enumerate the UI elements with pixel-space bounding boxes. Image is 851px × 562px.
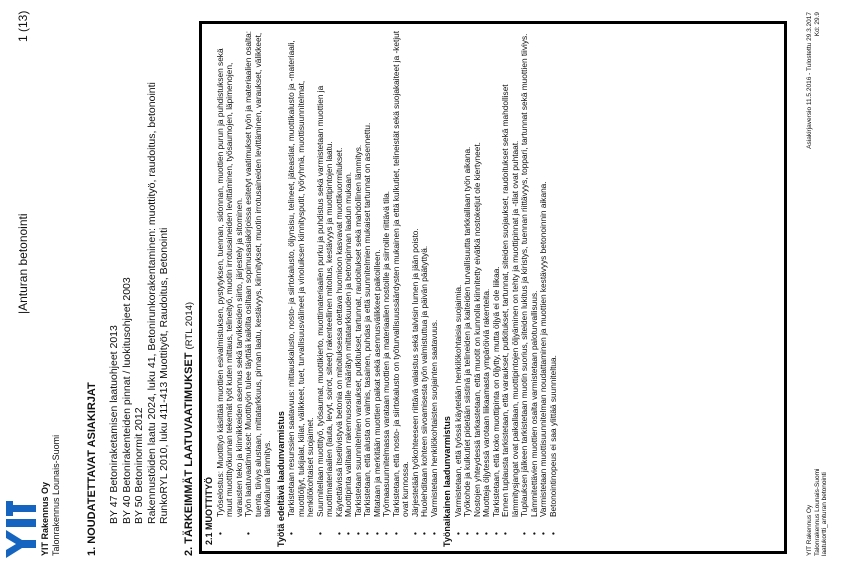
list-item: • Tarkistetaan suunnitelmien varaukset, putkitukset, tartunnat, raudoitukset sekä mahdollinen lämmitys. xyxy=(354,30,364,517)
company-unit: Talonrakennus Lounais-Suomi xyxy=(51,434,61,556)
footer-left xyxy=(806,469,829,556)
list-item: • Muotteja öljytessä varotaan liikaamasta ympäröiviä rakenteita. xyxy=(482,30,492,517)
company-name: YIT Rakennus Oy xyxy=(40,481,50,556)
section2-heading xyxy=(183,302,195,556)
reference-list xyxy=(108,82,171,524)
footer-line: laatukortti_anturan betonointi xyxy=(821,472,828,556)
document-title: |Anturan betonointi xyxy=(16,213,30,314)
page-number: 1 (13) xyxy=(16,10,30,42)
before-list xyxy=(287,30,439,545)
section2-title: 2. TÄRKEIMMÄT LAATUVAATIMUKSET xyxy=(183,352,195,556)
list-item: • Käytettävissä itsetiivistyvä betonia on mitoituksessa otettava huomioon kasvavat muottikuormitukset. xyxy=(335,30,345,517)
list-item: • Työkohde ja kulkutiet pidetään siistinä ja telineiden ja kaiteiden turvallisuutta tarkkaillaan työn aikana. xyxy=(463,30,473,517)
list-item: • Tuplauksen jälkeen tarkistetaan muotin suorius, siteiden lukitus ja kiristys, tuennan riittävyys, toppari, tartunnat sekä muottien tiiviys. xyxy=(520,30,530,517)
subheading-muottityo: 2.1 MUOTTITYÖ xyxy=(204,476,214,545)
footer-line: Kd: 29.9 xyxy=(813,12,821,37)
intro-list xyxy=(216,30,273,545)
footer-line: Talonrakennus Lounais-Suomi xyxy=(813,468,821,556)
list-item: • Varmistetaan, että työssä käytetään henkilökohtaisia suojaimia. xyxy=(454,30,464,517)
list-item: • Ennen tuplausta tarkistetaan, että varaukset, putkitukset, tartunnat, siteiden suojaukset, raudoitukset sekä mahdolliset lämmitysjangat ovat paikallaan, muottipintojen öljyäminen on tehty ja muottipinnat ja -tilat ovat puhtaat. xyxy=(501,30,520,517)
reference-item: Rakennustöiden laatu 2024, luku 41, Betonirunkorakentaminen: muottityö, raudoitus, betonointi xyxy=(145,82,158,524)
list-item: • Nostojen yhteydessä tarkastetaan, että muotit on kunnolla kiinnitetty eivätkä nostoketjut ole kiertyneet. xyxy=(473,30,483,517)
list-item: • Suunnitellaan muottityö, työsaumat, muottikierto, muottimateriaalien purku ja puhdistus sekä varmistetaan muottien ja muottimateriaalien (lauta, levyt, soirot, siteet) rakenteellinen mitoitus, kestävyys ja muottipintojen laatu. xyxy=(316,30,335,517)
list-item: • Huolehditaan kohteen siivoamisesta työn valmistuttua ja päivän päätyttyä. xyxy=(420,30,430,517)
reference-item: BY 40 Betonirakenteiden pinnat / luokitusohjeet 2003 xyxy=(120,277,133,524)
reference-item: RunkoRYL 2010, luku 411-413 Muottityöt, Raudoitus, Betonointi xyxy=(158,227,170,524)
during-heading: Työnaikainen laadunvarmistus xyxy=(442,416,452,547)
list-item: • Tarkistetaan, että nosto- ja siirtokalusto on työturvallisuussäärdysten mukainen ja että kulkutiet, telineistät sekä suojakaiteet ja -ketjut ovat kunnossa. xyxy=(392,30,411,517)
list-item: • Järjestetään työkohteeseen riittävä valaistus sekä talvisin lumen ja jään poisto. xyxy=(411,30,421,517)
footer-line: YIT Rakennus Oy xyxy=(806,504,813,556)
list-item: • Työn laatuvaatimukset: Muottityön tulee täyttää kaikilta osiltaan sopimusasiakirjoissa esitetyt vaatimukset työn ja materiaalien osalta: tuenta, tiiviys alustaan, mittatarkkuus, pinnan laatu, kestävyys, kiinnitykset, muotin irrotusaineiden levittäminen, varaukset, välikkeet, talvikaluna lämmitys. xyxy=(244,30,273,517)
yit-logo xyxy=(4,500,38,560)
list-item: • Tarkistetaan, että koko muottipinta on öljytty, mutta öljyä ei ole liikaa. xyxy=(492,30,502,517)
footer-line: Asiakirjaversio 11.5.2016 - Tulostettu 29.3.2017 xyxy=(806,12,813,149)
reference-item: BY 50 Betoninormit 2012 xyxy=(133,407,145,524)
list-item: • Varmistetaan henkilökohtaisten suojainten saatavuus. xyxy=(430,30,440,517)
list-item: • Työselostus: Muottityö käsittää muottien esivalmistuksen, pystytyksen, tuennan, sidonnan, muottien purun ja puhdistuksen sekä muut muottityökunnan tekemät työt kuten mittaus, telineityö, muotin irrotusaineiden levittäminen, työsaumojen, läpimenojen, varausten teko ja kiinnikkeiden asennus sekä tarvikkeiden siirto, järjestely ja sitominen. xyxy=(216,30,245,517)
list-item: • Mitataan ja merkitään muottien paikat sekä asennusvälikkeet paikoilleen. xyxy=(373,30,383,517)
section2-ref: (RTL 2014) xyxy=(184,301,195,350)
list-item: • Betonointinopeus ei saa ylittää suunniteltua. xyxy=(549,30,559,517)
list-item: • Tarkistetaan resurssien saatavuus: mittauskalusto, nosto- ja siirtokalusto, öljynsisu, telineet, jäteastiat, muottikalusto ja -materiaali, muottiöljyt, tukijalat, kiilat, välikkeet, tuet, turvallisuusvälineet ja vinoluiksen kiinnitysputit, työryhmä, muottisuunnitelmat, henkilökohtaiset suojaimet. xyxy=(287,30,316,517)
company-block xyxy=(40,435,62,556)
footer-right xyxy=(806,12,821,149)
section1-heading: 1. NOUDATETTAVAT ASIAKIRJAT xyxy=(86,382,98,556)
list-item: • Lämmitettävien muottien osalta varmistetaan paloturvallisuus. xyxy=(530,30,540,517)
reference-item: BY 47 Betoniraketamisen laatuohjeet 2013 xyxy=(108,325,120,524)
during-list xyxy=(454,30,559,545)
list-item: • Työmaasuunnitelmassa varataan muottien ja materiaalien nostoille ja siirroille riittävä tila. xyxy=(382,30,392,517)
list-item: • Muottipinta valitaan rakennusosille määrätyn mittatarkkuuden ja betonipinnan laadun mukaan. xyxy=(344,30,354,517)
requirements-box xyxy=(199,21,787,554)
before-heading: Työtä edeltävä laadunvarmistus xyxy=(275,411,286,547)
list-item: • Varmistetaan muottisuunnitelman noudattaminen ja muottien kestävyys betonoinnin aikana. xyxy=(539,30,549,517)
list-item: • Tarkistetaan, että alusta on valmis, tasainen, puhdas ja että suunnitelmien mukaiset tartunnat on asennettu. xyxy=(363,30,373,517)
